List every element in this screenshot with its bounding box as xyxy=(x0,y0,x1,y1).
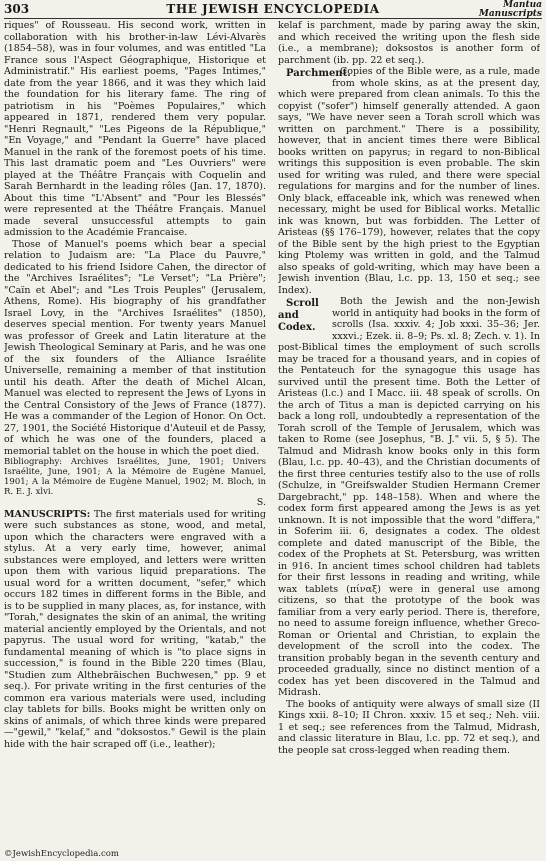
paragraph-with-side xyxy=(278,296,540,699)
left-column xyxy=(4,20,266,842)
page-header xyxy=(4,2,542,19)
paragraph: riques" of Rousseau. His second work, written in collaboration with his brother-in-law Lévi-Alvarès (1854–58), was in four volumes, and was entitled "La France sous l'Aspect Géographique, Historique et Administratif." His earliest poems, "Pages Intimes," date from the year 1866, and it was they which laid the foundation for his literary fame. The ring of patriotism in his "Poèmes Populaires," which appeared in 1871, rendered them very popular. "Henri Regnault," "Les Pigeons de la République," "En Voyage," and "Pendant la Guerre" have placed Manuel in the rank of the foremost poets of his time. This last dramatic poem and "Les Ouvriers" were played at the Théâtre Français with Coquelin and Sarah Bernhardt in the leading rôles (Jan. 17, 1870). About this time "L'Absent" and "Pour les Blessés" were represented at the Théâtre Français. Manuel made several unsuccessful attempts to gain admission to the Académie Francaise. xyxy=(4,20,266,238)
side-heading-scroll: Scroll and Codex. xyxy=(278,298,319,333)
headword-line-2: Manuscripts xyxy=(478,9,542,19)
copyright-footer: ©JewishEncyclopedia.com xyxy=(4,849,119,859)
author-signature: S. xyxy=(256,497,266,508)
bibliography: Bibliography: Archives Israélites, June, 1901; Univers Israélite, June, 1901; A la Mémoire de Eugène Manuel, 1901; A la Mémoire de Eugène Manuel, 1902; M. Bloch, in R. E. J. xlvi. xyxy=(4,457,266,497)
paragraph: Those of Manuel's poems which bear a special relation to Judaism are: "La Place du Pauvre," dedicated to his friend Isidore Cahen, the director of the "Archives Israélites"; "Le Verset"; "La Prière"; "Caïn et Abel"; and "Les Trois Peuples" (Jerusalem, Athens, Rome). His biography of his grandfather Israel Lovy, in the "Archives Israélites" (1850), deserves special mention. For twenty years Manuel was professor of Greek and Latin literature at the Jewish Theological Seminary at Paris, and he was one of the six founders of the Alliance Israélite Universelle, remaining a member of that institution until his death. After the death of Michel Alcan, Manuel was elected to represent the Jews of Lyons in the Central Consistory of the Jews of France (1877). He was a commander of the Legion of Honor. On Oct. 27, 1901, the Société Historique d'Auteuil et de Passy, of which he was one of the founders, placed a memorial tablet on the house in which the poet died. xyxy=(4,238,266,457)
paragraph-with-side xyxy=(278,66,540,296)
side-heading-parchment: Parchment. xyxy=(286,68,351,79)
paragraph: Copies of the Bible were, as a rule, made from whole skins, as at the present day, which were prepared from clean animals. To this the copyist ("sofer") himself generally attended. A gaon says, "We have never seen a Torah scroll which was written on parchment." There is a possibility, however, that in ancient times there were Biblical books written on papyrus; in regard to non-Biblical writings this supposition is even probable. The skin used for writing was ruled, and there were special regulations for margins and for the number of lines. Only black, effaceable ink, which was renewed when necessary, might be used for Biblical works. Metallic ink was known, but was forbidden. The Letter of Aristeas (§§ 176–179), however, relates that the copy of the Bible sent by the high priest to the Egyptian king Ptolemy was written in gold, and the Talmud also speaks of gold-writing, which may have been a Jewish invention (Blau, l.c. pp. 13, 150 et seq.; see Index). xyxy=(278,66,540,296)
right-column xyxy=(278,20,540,842)
headword-line-1: Mantua xyxy=(503,0,542,10)
running-title: THE JEWISH ENCYCLOPEDIA xyxy=(166,2,380,16)
article-heading: MANUSCRIPTS: xyxy=(4,508,91,520)
paragraph: The first materials used for writing were such substances as stone, wood, and metal, upon which the characters were engraved with a stylus. At a very early time, however, animal substances were employed, and letters were written upon them with various liquid preparations. The usual word for a written document, "sefer," which occurs 182 times in different forms in the Bible, and is to be supplied in many places, as, for instance, with "Torah," designates the skin of an animal, the writing material anciently employed by the Orientals, and not papyrus. The usual word for writing, "katab," the fundamental meaning of which is "to place signs in succession," is found in the Bible 220 times (Blau, "Studien zum Althebräischen Buchwesen," pp. 9 et seq.). For private writing in the first centuries of the common era various materials were used, including clay tablets for bills. Books might be written only on skins of animals, of which three kinds were prepared —"gewil," "kelaf," and "doksostos." Gewil is the plain hide with the hair scraped off (i.e., leather); xyxy=(4,508,266,750)
paragraph: The books of antiquity were always of small size (II Kings xxii. 8–10; II Chron. xxxiv. 15 et seq.; Neh. viii. 1 et seq.; see references from the Talmud, Midrash, and classic literature in Blau, l.c. pp. 72 et seq.), and the people sat cross-legged when reading them. xyxy=(278,698,540,756)
page-number: 303 xyxy=(4,2,30,16)
paragraph: Both the Jewish and the non-Jewish world in antiquity had books in the form of scrolls (Isa. xxxiv. 4; Job xxxi. 35–36; Jer. xxxvi.; Ezek. ii. 8–9; Ps. xl. 8; Zech. v. 1). In post-Biblical times the employment of such scrolls may be traced for a thousand years, and in copies of the Pentateuch for the synagogue this usage has survived until the present time. Both the Letter of Aristeas (l.c.) and I Macc. iii. 48 speak of scrolls. On the arch of Titus a man is depicted carrying on his back a long roll, undoubtedly a representation of the Torah scroll of the Temple of Jerusalem, which was taken to Rome (see Josephus, "B. J." vii. 5, § 5). The Talmud and Midrash know books only in this form (Blau, l.c. pp. 40–43), and the Christian documents of the first three centuries testify also to the use of rolls (Schulze, in "Greifswalder Studien Hermann Cremer Dargebracht," pp. 148–158). When and where the codex form first appeared among the Jews is as yet unknown. It is not impossible that the word "differa," in Soferim iii. 6, designates a codex. The oldest complete and dated manuscript of the Bible, the codex of the Prophets at St. Petersburg, was written in 916. In ancient times school children had tablets for their first lessons in reading and writing, while wax tablets (πίναξ) were in general use among citizens, so that the prototype of the book was familiar from a very early period. There is, therefore, no need to assume foreign influence, whether Greco-Roman or Oriental and Christian, to explain the development of the scroll into the codex. The transition probably began in the seventh century and proceeded gradually, since no distinct mention of a codex has yet been discovered in the Talmud and Midrash. xyxy=(278,296,540,698)
article-start xyxy=(4,509,266,751)
paragraph: kelaf is parchment, made by paring away the skin, and which received the writing upon the flesh side (i.e., a membrane); doksostos is another form of parchment (ib. pp. 22 et seq.). xyxy=(278,20,540,66)
running-headword xyxy=(479,1,542,19)
